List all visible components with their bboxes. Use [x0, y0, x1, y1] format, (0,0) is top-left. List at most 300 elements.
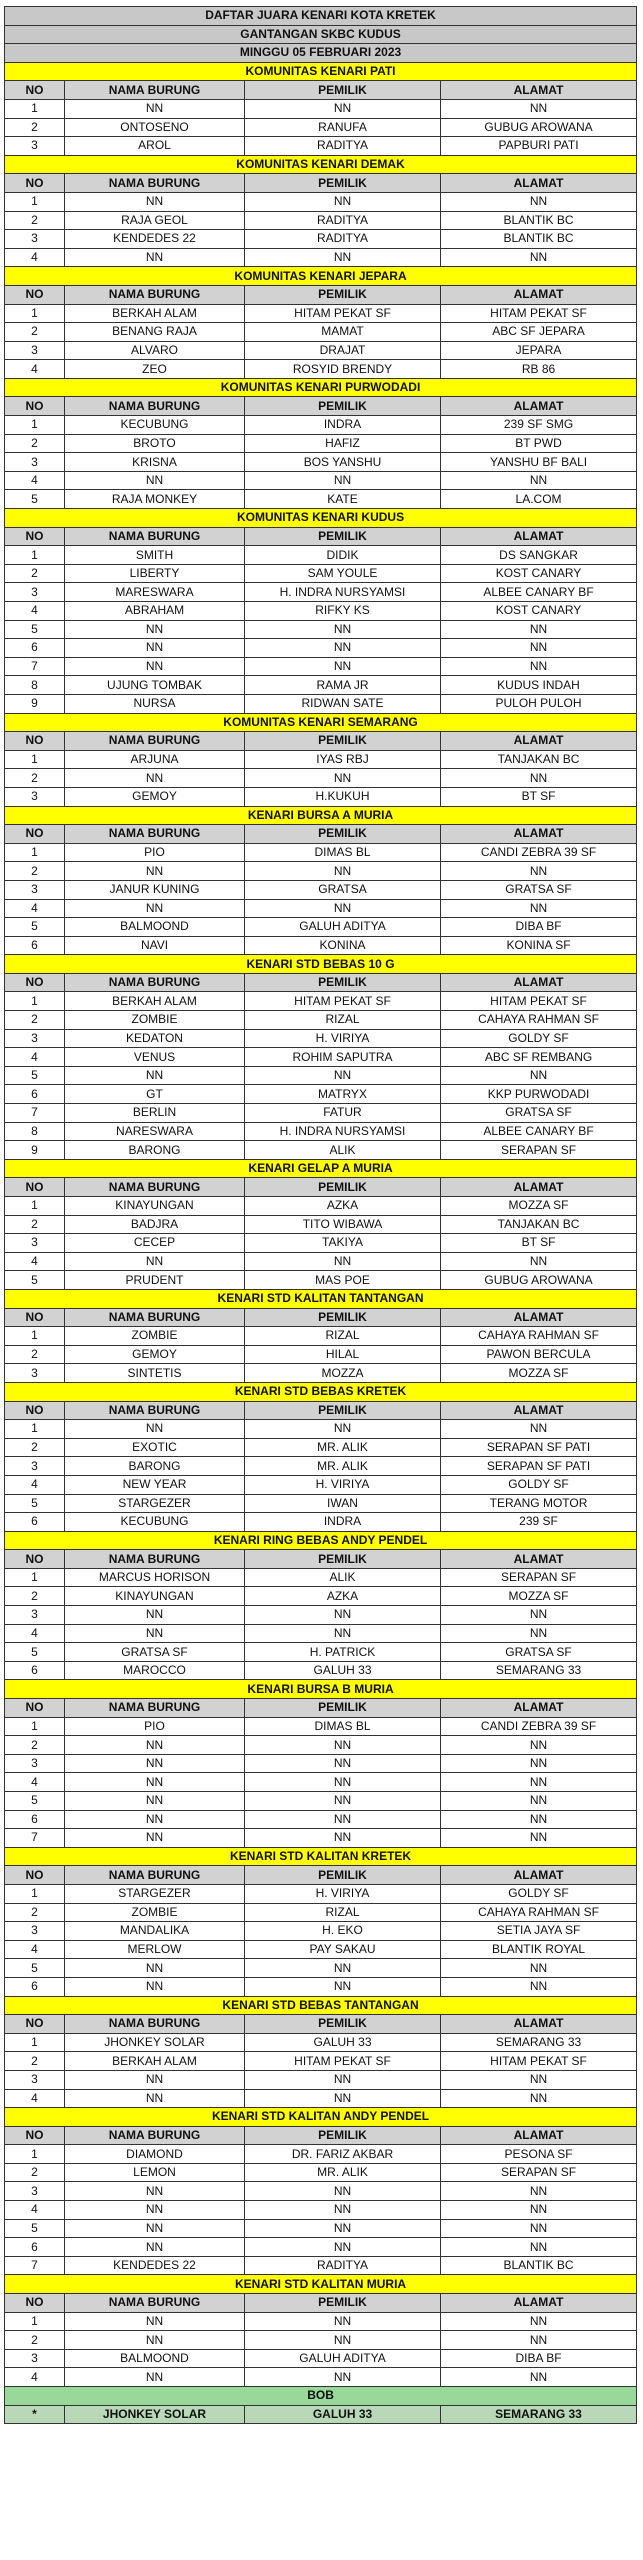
owner-cell: NN — [245, 1810, 441, 1829]
rank-cell: 2 — [5, 2052, 65, 2071]
column-header-rank: NO — [5, 1308, 65, 1327]
owner-cell: IWAN — [245, 1494, 441, 1513]
address-cell: HITAM PEKAT SF — [441, 992, 637, 1011]
bird-name-cell: GT — [65, 1085, 245, 1104]
bird-name-cell: VENUS — [65, 1048, 245, 1067]
column-header-address: ALAMAT — [441, 81, 637, 100]
bird-name-cell: ABRAHAM — [65, 602, 245, 621]
address-cell: NN — [441, 2070, 637, 2089]
column-header-row — [5, 2015, 637, 2034]
bird-name-cell: ARJUNA — [65, 750, 245, 769]
owner-cell: HITAM PEKAT SF — [245, 992, 441, 1011]
rank-cell: 2 — [5, 2331, 65, 2350]
address-cell: CANDI ZEBRA 39 SF — [441, 843, 637, 862]
bird-name-cell: PIO — [65, 843, 245, 862]
document-date: MINGGU 05 FEBRUARI 2023 — [5, 44, 637, 63]
column-header-owner: PEMILIK — [245, 1866, 441, 1885]
table-row — [5, 304, 637, 323]
address-cell: PAWON BERCULA — [441, 1345, 637, 1364]
bird-name-cell: BERKAH ALAM — [65, 304, 245, 323]
table-row — [5, 1066, 637, 1085]
owner-cell: RIZAL — [245, 1011, 441, 1030]
owner-cell: DRAJAT — [245, 341, 441, 360]
rank-cell: 2 — [5, 118, 65, 137]
address-cell: PAPBURI PATI — [441, 137, 637, 156]
owner-cell: RADITYA — [245, 137, 441, 156]
address-cell: SERAPAN SF PATI — [441, 1438, 637, 1457]
rank-cell: 6 — [5, 2238, 65, 2257]
owner-cell: HITAM PEKAT SF — [245, 2052, 441, 2071]
bird-name-cell: KRISNA — [65, 453, 245, 472]
section-header — [5, 1289, 637, 1308]
section-header — [5, 2108, 637, 2127]
column-header-bird-name: NAMA BURUNG — [65, 1308, 245, 1327]
column-header-rank: NO — [5, 825, 65, 844]
rank-cell: 4 — [5, 602, 65, 621]
address-cell: MOZZA SF — [441, 1197, 637, 1216]
document-title: DAFTAR JUARA KENARI KOTA KRETEK — [5, 7, 637, 26]
section-header — [5, 1531, 637, 1550]
rank-cell: 4 — [5, 1940, 65, 1959]
address-cell: YANSHU BF BALI — [441, 453, 637, 472]
rank-cell: 4 — [5, 2089, 65, 2108]
table-row — [5, 546, 637, 565]
owner-cell: RADITYA — [245, 230, 441, 249]
address-cell: GOLDY SF — [441, 1029, 637, 1048]
owner-cell: INDRA — [245, 416, 441, 435]
bird-name-cell: NN — [65, 1624, 245, 1643]
section-header — [5, 955, 637, 974]
owner-cell: NN — [245, 471, 441, 490]
rank-cell: 1 — [5, 546, 65, 565]
address-cell: SERAPAN SF — [441, 1568, 637, 1587]
column-header-bird-name: NAMA BURUNG — [65, 1699, 245, 1718]
rank-cell: 2 — [5, 1345, 65, 1364]
column-header-rank: NO — [5, 1699, 65, 1718]
rank-cell: 3 — [5, 2070, 65, 2089]
rank-cell: 4 — [5, 2368, 65, 2387]
address-cell: NN — [441, 862, 637, 881]
address-cell: NN — [441, 2368, 637, 2387]
bird-name-cell: BERKAH ALAM — [65, 2052, 245, 2071]
bird-name-cell: NURSA — [65, 694, 245, 713]
rank-cell: 1 — [5, 304, 65, 323]
column-header-row — [5, 732, 637, 751]
table-row — [5, 2368, 637, 2387]
bird-name-cell: NN — [65, 1773, 245, 1792]
owner-cell: NN — [245, 2368, 441, 2387]
owner-cell: IYAS RBJ — [245, 750, 441, 769]
rank-cell: 4 — [5, 1773, 65, 1792]
bird-name-cell: GEMOY — [65, 787, 245, 806]
bird-name-cell: NN — [65, 1810, 245, 1829]
column-header-rank: NO — [5, 285, 65, 304]
bird-name-cell: NN — [65, 2089, 245, 2108]
column-header-row — [5, 397, 637, 416]
section-header — [5, 1847, 637, 1866]
column-header-address: ALAMAT — [441, 1178, 637, 1197]
document-subtitle: GANTANGAN SKBC KUDUS — [5, 25, 637, 44]
column-header-owner: PEMILIK — [245, 1308, 441, 1327]
column-header-rank: NO — [5, 1401, 65, 1420]
table-row — [5, 1215, 637, 1234]
address-cell: JEPARA — [441, 341, 637, 360]
address-cell: NN — [441, 2201, 637, 2220]
column-header-address: ALAMAT — [441, 2126, 637, 2145]
bird-name-cell: NN — [65, 2331, 245, 2350]
table-row — [5, 583, 637, 602]
bird-name-cell: NN — [65, 2070, 245, 2089]
column-header-bird-name: NAMA BURUNG — [65, 174, 245, 193]
rank-cell: 6 — [5, 1661, 65, 1680]
address-cell: SEMARANG 33 — [441, 1661, 637, 1680]
table-row — [5, 1736, 637, 1755]
table-row — [5, 434, 637, 453]
table-row — [5, 1234, 637, 1253]
column-header-bird-name: NAMA BURUNG — [65, 527, 245, 546]
rank-cell: 3 — [5, 230, 65, 249]
rank-cell: 8 — [5, 676, 65, 695]
bird-name-cell: NN — [65, 99, 245, 118]
rank-cell: 1 — [5, 2145, 65, 2164]
owner-cell: NN — [245, 620, 441, 639]
table-row — [5, 992, 637, 1011]
column-header-owner: PEMILIK — [245, 1550, 441, 1569]
column-header-bird-name: NAMA BURUNG — [65, 1178, 245, 1197]
owner-cell: FATUR — [245, 1104, 441, 1123]
bird-name-cell: PIO — [65, 1717, 245, 1736]
bird-name-cell: NN — [65, 899, 245, 918]
owner-cell: MATRYX — [245, 1085, 441, 1104]
address-cell: NN — [441, 1252, 637, 1271]
address-cell: NN — [441, 620, 637, 639]
table-row — [5, 843, 637, 862]
column-header-address: ALAMAT — [441, 1866, 637, 1885]
table-row — [5, 360, 637, 379]
rank-cell: 2 — [5, 211, 65, 230]
rank-cell: 8 — [5, 1122, 65, 1141]
owner-cell: H.KUKUH — [245, 787, 441, 806]
column-header-row — [5, 527, 637, 546]
owner-cell: INDRA — [245, 1513, 441, 1532]
table-row — [5, 341, 637, 360]
owner-cell: NN — [245, 2238, 441, 2257]
column-header-owner: PEMILIK — [245, 2126, 441, 2145]
address-cell: SERAPAN SF PATI — [441, 1457, 637, 1476]
owner-cell: TAKIYA — [245, 1234, 441, 1253]
address-cell: NN — [441, 2331, 637, 2350]
section-header — [5, 713, 637, 732]
table-row — [5, 1494, 637, 1513]
table-row — [5, 1011, 637, 1030]
column-header-rank: NO — [5, 2294, 65, 2313]
table-row — [5, 1754, 637, 1773]
table-row — [5, 2238, 637, 2257]
rank-cell: 2 — [5, 1438, 65, 1457]
bird-name-cell: PRUDENT — [65, 1271, 245, 1290]
table-row — [5, 602, 637, 621]
rank-cell: 5 — [5, 1271, 65, 1290]
rank-cell: 1 — [5, 992, 65, 1011]
rank-cell: 2 — [5, 1011, 65, 1030]
bird-name-cell: ZOMBIE — [65, 1327, 245, 1346]
bird-name-cell: KECUBUNG — [65, 1513, 245, 1532]
bird-name-cell: MANDALIKA — [65, 1922, 245, 1941]
column-header-address: ALAMAT — [441, 1401, 637, 1420]
bird-name-cell: ZOMBIE — [65, 1011, 245, 1030]
rank-cell: 5 — [5, 1959, 65, 1978]
column-header-bird-name: NAMA BURUNG — [65, 2015, 245, 2034]
owner-cell: RIFKY KS — [245, 602, 441, 621]
rank-cell: 1 — [5, 843, 65, 862]
table-row — [5, 1327, 637, 1346]
column-header-owner: PEMILIK — [245, 1178, 441, 1197]
address-cell: BLANTIK ROYAL — [441, 1940, 637, 1959]
owner-cell: NN — [245, 1959, 441, 1978]
table-row — [5, 657, 637, 676]
owner-cell: NN — [245, 2219, 441, 2238]
address-cell: ALBEE CANARY BF — [441, 1122, 637, 1141]
owner-cell: MR. ALIK — [245, 2163, 441, 2182]
address-cell: NN — [441, 899, 637, 918]
rank-cell: 3 — [5, 880, 65, 899]
owner-cell: RIDWAN SATE — [245, 694, 441, 713]
address-cell: RB 86 — [441, 360, 637, 379]
address-cell: ALBEE CANARY BF — [441, 583, 637, 602]
address-cell: NN — [441, 1959, 637, 1978]
bird-name-cell: NN — [65, 2312, 245, 2331]
rank-cell: 1 — [5, 1568, 65, 1587]
section-title: KOMUNITAS KENARI PURWODADI — [5, 378, 637, 397]
owner-cell: MR. ALIK — [245, 1457, 441, 1476]
table-row — [5, 769, 637, 788]
rank-cell: 3 — [5, 1364, 65, 1383]
table-row — [5, 1717, 637, 1736]
rank-cell: 2 — [5, 564, 65, 583]
owner-cell: H. VIRIYA — [245, 1884, 441, 1903]
column-header-row — [5, 1308, 637, 1327]
table-row — [5, 1457, 637, 1476]
owner-cell: RANUFA — [245, 118, 441, 137]
address-cell: GUBUG AROWANA — [441, 118, 637, 137]
table-row — [5, 1364, 637, 1383]
column-header-address: ALAMAT — [441, 2015, 637, 2034]
rank-cell: 1 — [5, 2312, 65, 2331]
rank-cell: 4 — [5, 2201, 65, 2220]
address-cell: SETIA JAYA SF — [441, 1922, 637, 1941]
rank-cell: 2 — [5, 323, 65, 342]
rank-cell: 3 — [5, 1029, 65, 1048]
owner-cell: NN — [245, 1829, 441, 1848]
column-header-address: ALAMAT — [441, 527, 637, 546]
column-header-row — [5, 1699, 637, 1718]
rank-cell: 2 — [5, 434, 65, 453]
address-cell: BT SF — [441, 1234, 637, 1253]
table-row — [5, 1085, 637, 1104]
address-cell: NN — [441, 1066, 637, 1085]
column-header-rank: NO — [5, 732, 65, 751]
column-header-row — [5, 1550, 637, 1569]
rank-cell: 7 — [5, 1829, 65, 1848]
section-header — [5, 2275, 637, 2294]
section-title: KENARI STD BEBAS KRETEK — [5, 1382, 637, 1401]
bird-name-cell: BALMOOND — [65, 918, 245, 937]
table-row — [5, 1104, 637, 1123]
rank-cell: 3 — [5, 583, 65, 602]
table-row — [5, 490, 637, 509]
rank-cell: 5 — [5, 1494, 65, 1513]
column-header-rank: NO — [5, 527, 65, 546]
rank-cell: 6 — [5, 1085, 65, 1104]
rank-cell: 3 — [5, 1606, 65, 1625]
owner-cell: GALUH ADITYA — [245, 2349, 441, 2368]
address-cell: BT PWD — [441, 434, 637, 453]
rank-cell: 3 — [5, 341, 65, 360]
rank-cell: 6 — [5, 936, 65, 955]
bird-name-cell: LEMON — [65, 2163, 245, 2182]
rank-cell: 1 — [5, 1420, 65, 1439]
section-title: KENARI STD BEBAS 10 G — [5, 955, 637, 974]
rank-cell: 3 — [5, 2349, 65, 2368]
owner-cell: NN — [245, 1252, 441, 1271]
rank-cell: 3 — [5, 2182, 65, 2201]
address-cell: BLANTIK BC — [441, 2256, 637, 2275]
column-header-owner: PEMILIK — [245, 1699, 441, 1718]
owner-cell: NN — [245, 2331, 441, 2350]
column-header-bird-name: NAMA BURUNG — [65, 973, 245, 992]
owner-cell: NN — [245, 99, 441, 118]
column-header-row — [5, 2126, 637, 2145]
bird-name-cell: NN — [65, 2368, 245, 2387]
table-row — [5, 323, 637, 342]
bird-name-cell: KECUBUNG — [65, 416, 245, 435]
rank-cell: 1 — [5, 1327, 65, 1346]
column-header-row — [5, 174, 637, 193]
table-row — [5, 899, 637, 918]
table-row — [5, 1661, 637, 1680]
table-row — [5, 1048, 637, 1067]
table-row — [5, 192, 637, 211]
owner-cell: H. EKO — [245, 1922, 441, 1941]
table-row — [5, 453, 637, 472]
rank-cell: 2 — [5, 769, 65, 788]
address-cell: MOZZA SF — [441, 1364, 637, 1383]
section-header — [5, 155, 637, 174]
table-row — [5, 750, 637, 769]
bird-name-cell: NN — [65, 1736, 245, 1755]
address-cell: NN — [441, 2312, 637, 2331]
rank-cell: 2 — [5, 1736, 65, 1755]
column-header-address: ALAMAT — [441, 174, 637, 193]
bird-name-cell: BALMOOND — [65, 2349, 245, 2368]
table-row — [5, 2182, 637, 2201]
owner-cell: NN — [245, 2312, 441, 2331]
owner-cell: BOS YANSHU — [245, 453, 441, 472]
column-header-row — [5, 1178, 637, 1197]
owner-cell: ROHIM SAPUTRA — [245, 1048, 441, 1067]
address-cell: NN — [441, 639, 637, 658]
bird-name-cell: NARESWARA — [65, 1122, 245, 1141]
column-header-rank: NO — [5, 174, 65, 193]
table-row — [5, 1606, 637, 1625]
section-title: KOMUNITAS KENARI JEPARA — [5, 267, 637, 286]
owner-cell: ROSYID BRENDY — [245, 360, 441, 379]
column-header-address: ALAMAT — [441, 1550, 637, 1569]
column-header-row — [5, 825, 637, 844]
column-header-owner: PEMILIK — [245, 1401, 441, 1420]
owner-cell: NN — [245, 2070, 441, 2089]
address-cell: NN — [441, 1792, 637, 1811]
table-row — [5, 1829, 637, 1848]
address-cell: SERAPAN SF — [441, 1141, 637, 1160]
column-header-bird-name: NAMA BURUNG — [65, 2294, 245, 2313]
column-header-owner: PEMILIK — [245, 527, 441, 546]
table-row — [5, 1959, 637, 1978]
owner-cell: NN — [245, 1606, 441, 1625]
table-row — [5, 1643, 637, 1662]
table-row — [5, 1141, 637, 1160]
section-header — [5, 62, 637, 81]
column-header-owner: PEMILIK — [245, 825, 441, 844]
address-cell: SERAPAN SF — [441, 2163, 637, 2182]
rank-cell: 9 — [5, 1141, 65, 1160]
column-header-rank: NO — [5, 2126, 65, 2145]
rank-cell: 1 — [5, 416, 65, 435]
owner-cell: GRATSA — [245, 880, 441, 899]
table-row — [5, 918, 637, 937]
table-row — [5, 2256, 637, 2275]
table-row — [5, 862, 637, 881]
rank-cell: 5 — [5, 1792, 65, 1811]
owner-cell: GALUH 33 — [245, 1661, 441, 1680]
address-cell: GRATSA SF — [441, 880, 637, 899]
bird-name-cell: NAVI — [65, 936, 245, 955]
column-header-owner: PEMILIK — [245, 397, 441, 416]
column-header-address: ALAMAT — [441, 732, 637, 751]
bird-name-cell: KENDEDES 22 — [65, 230, 245, 249]
section-header — [5, 1680, 637, 1699]
rank-cell: 6 — [5, 1977, 65, 1996]
rank-cell: 5 — [5, 1643, 65, 1662]
rank-cell: 7 — [5, 2256, 65, 2275]
owner-cell: TITO WIBAWA — [245, 1215, 441, 1234]
owner-cell: RIZAL — [245, 1903, 441, 1922]
owner-cell: KONINA — [245, 936, 441, 955]
bird-name-cell: BERKAH ALAM — [65, 992, 245, 1011]
table-row — [5, 230, 637, 249]
address-cell: NN — [441, 1773, 637, 1792]
bird-name-cell: NN — [65, 1977, 245, 1996]
column-header-row — [5, 81, 637, 100]
column-header-owner: PEMILIK — [245, 2294, 441, 2313]
bird-name-cell: NN — [65, 2238, 245, 2257]
section-title: KENARI BURSA A MURIA — [5, 806, 637, 825]
bird-name-cell: EXOTIC — [65, 1438, 245, 1457]
table-row — [5, 936, 637, 955]
table-row — [5, 2145, 637, 2164]
bird-name-cell: BARONG — [65, 1141, 245, 1160]
address-cell: TANJAKAN BC — [441, 750, 637, 769]
owner-cell: RAMA JR — [245, 676, 441, 695]
owner-cell: ALIK — [245, 1568, 441, 1587]
table-row — [5, 639, 637, 658]
column-header-row — [5, 285, 637, 304]
bird-name-cell: KENDEDES 22 — [65, 2256, 245, 2275]
owner-cell: AZKA — [245, 1587, 441, 1606]
address-cell: NN — [441, 1977, 637, 1996]
table-row — [5, 99, 637, 118]
bird-name-cell: NN — [65, 639, 245, 658]
